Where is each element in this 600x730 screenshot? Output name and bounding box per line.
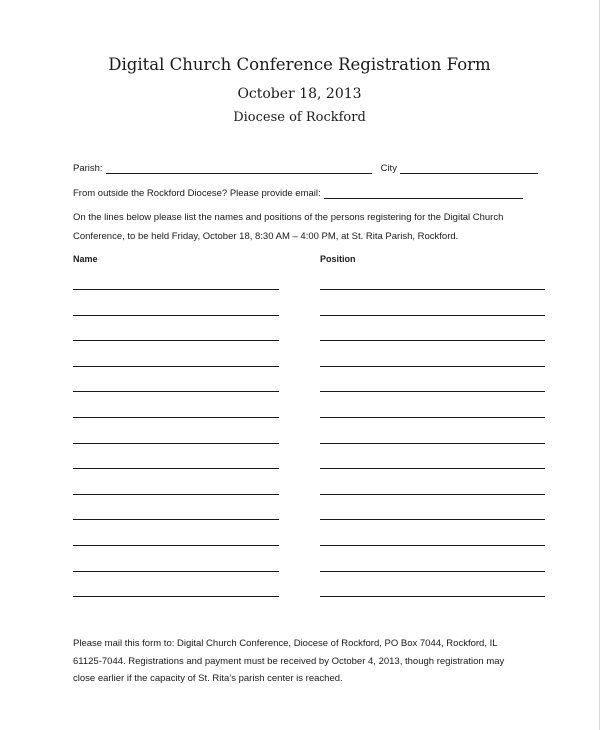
email-row <box>73 187 526 199</box>
footer-line: close earlier if the capacity of St. Rita’s parish center is reached. <box>73 673 343 684</box>
name-entry-line[interactable] <box>73 391 279 392</box>
position-entry-line[interactable] <box>320 391 545 392</box>
name-entry-line[interactable] <box>73 494 279 495</box>
name-entry-line[interactable] <box>73 443 279 444</box>
instructions-line: Conference, to be held Friday, October 18, 8:30 AM – 4:00 PM, at St. Rita Parish, Rockford. <box>73 231 459 242</box>
position-entry-line[interactable] <box>320 571 545 572</box>
city-field[interactable] <box>400 164 538 174</box>
position-entry-line[interactable] <box>320 315 545 316</box>
position-entry-line[interactable] <box>320 545 545 546</box>
position-entry-line[interactable] <box>320 494 545 495</box>
footer-line: 61125-7044. Registrations and payment must be received by October 4, 2013, though registration may <box>73 655 505 667</box>
position-entry-line[interactable] <box>320 289 545 290</box>
position-entry-line[interactable] <box>320 366 545 367</box>
position-entry-line[interactable] <box>320 519 545 520</box>
city-label: City <box>380 163 397 174</box>
parish-field[interactable] <box>106 164 372 174</box>
position-entry-line[interactable] <box>320 443 545 444</box>
name-entry-line[interactable] <box>73 545 279 546</box>
email-label: From outside the Rockford Diocese? Please provide email: <box>73 188 321 199</box>
name-column-header: Name <box>73 254 98 264</box>
instructions <box>73 208 503 246</box>
position-entry-line[interactable] <box>320 340 545 341</box>
name-entry-line[interactable] <box>73 289 279 290</box>
position-entry-line[interactable] <box>320 468 545 469</box>
form-title: Digital Church Conference Registration Form <box>108 55 491 74</box>
name-entry-line[interactable] <box>73 417 279 418</box>
footer-line: Please mail this form to: Digital Church Conference, Diocese of Rockford, PO Box 7044, Rockford, IL <box>73 638 498 649</box>
position-entry-line[interactable] <box>320 417 545 418</box>
form-date: October 18, 2013 <box>237 86 362 102</box>
parish-label: Parish: <box>73 163 103 174</box>
name-entry-line[interactable] <box>73 468 279 469</box>
name-entry-line[interactable] <box>73 519 279 520</box>
name-entry-line[interactable] <box>73 315 279 316</box>
name-entry-line[interactable] <box>73 366 279 367</box>
name-entry-line[interactable] <box>73 340 279 341</box>
position-column-header: Position <box>320 254 356 264</box>
name-entry-line[interactable] <box>73 596 279 597</box>
name-entry-line[interactable] <box>73 571 279 572</box>
instructions-line: On the lines below please list the names and positions of the persons registering for the Digital Church <box>73 212 504 223</box>
position-entry-line[interactable] <box>320 596 545 597</box>
email-field[interactable] <box>324 189 523 199</box>
form-organization: Diocese of Rockford <box>233 110 366 125</box>
parish-city-row <box>73 162 541 174</box>
mailing-instructions <box>73 635 504 688</box>
